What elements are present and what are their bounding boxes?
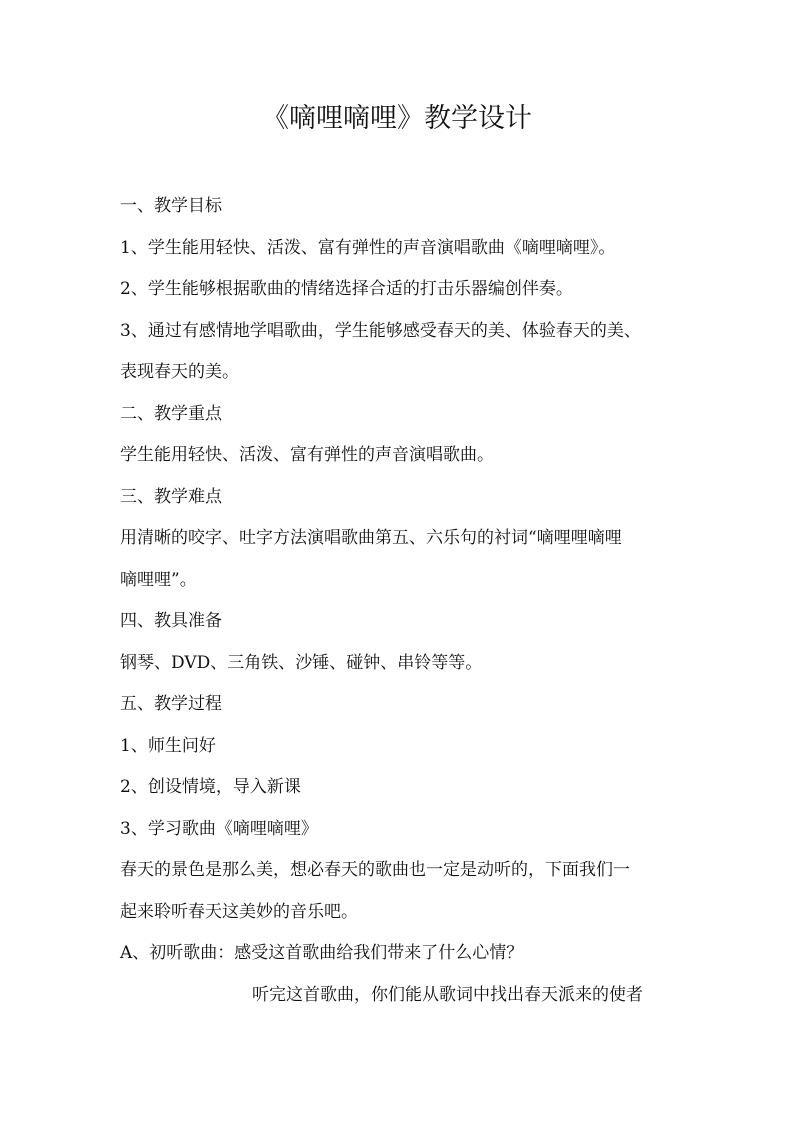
process-step-1: 1、师生问好 <box>120 735 216 756</box>
teaching-focus-text: 学生能用轻快、活泼、富有弹性的声音演唱歌曲。 <box>120 445 494 465</box>
process-sub-step-a: A、初听歌曲：感受这首歌曲给我们带来了什么心情？ <box>120 943 524 963</box>
process-paragraph-continued: 起来聆听春天这美妙的音乐吧。 <box>120 901 358 922</box>
process-step-2: 2、创设情境，导入新课 <box>120 777 301 797</box>
goal-item-3-continued: 表现春天的美。 <box>120 362 239 382</box>
heading-teaching-materials: 四、教具准备 <box>120 611 222 631</box>
goal-item-1: 1、学生能用轻快、活泼、富有弹性的声音演唱歌曲《嘀哩嘀哩》。 <box>120 237 616 258</box>
teaching-materials-text: 钢琴、DVD、三角铁、沙锤、碰钟、串铃等等。 <box>120 652 483 673</box>
document-title: 《嘀哩嘀哩》教学设计 <box>262 103 532 134</box>
process-step-3: 3、学习歌曲《嘀哩嘀哩》 <box>120 818 318 839</box>
heading-teaching-focus: 二、教学重点 <box>120 403 222 424</box>
process-sub-step-a-question: 听完这首歌曲，你们能从歌词中找出春天派来的使者 <box>252 984 643 1005</box>
teaching-difficulty-text-continued: 嘀哩哩”。 <box>120 569 197 590</box>
goal-item-3: 3、通过有感情地学唱歌曲，学生能够感受春天的美、体验春天的美、 <box>120 320 641 341</box>
heading-teaching-difficulty: 三、教学难点 <box>120 486 222 507</box>
heading-teaching-process: 五、教学过程 <box>120 694 222 714</box>
process-paragraph: 春天的景色是那么美，想必春天的歌曲也一定是动听的，下面我们一 <box>120 860 630 880</box>
goal-item-2: 2、学生能够根据歌曲的情绪选择合适的打击乐器编创伴奏。 <box>120 279 573 299</box>
teaching-difficulty-text: 用清晰的咬字、吐字方法演唱歌曲第五、六乐句的衬词“嘀哩哩嘀哩 <box>120 528 622 548</box>
heading-teaching-goals: 一、教学目标 <box>120 196 222 216</box>
document-body <box>120 186 680 1016</box>
